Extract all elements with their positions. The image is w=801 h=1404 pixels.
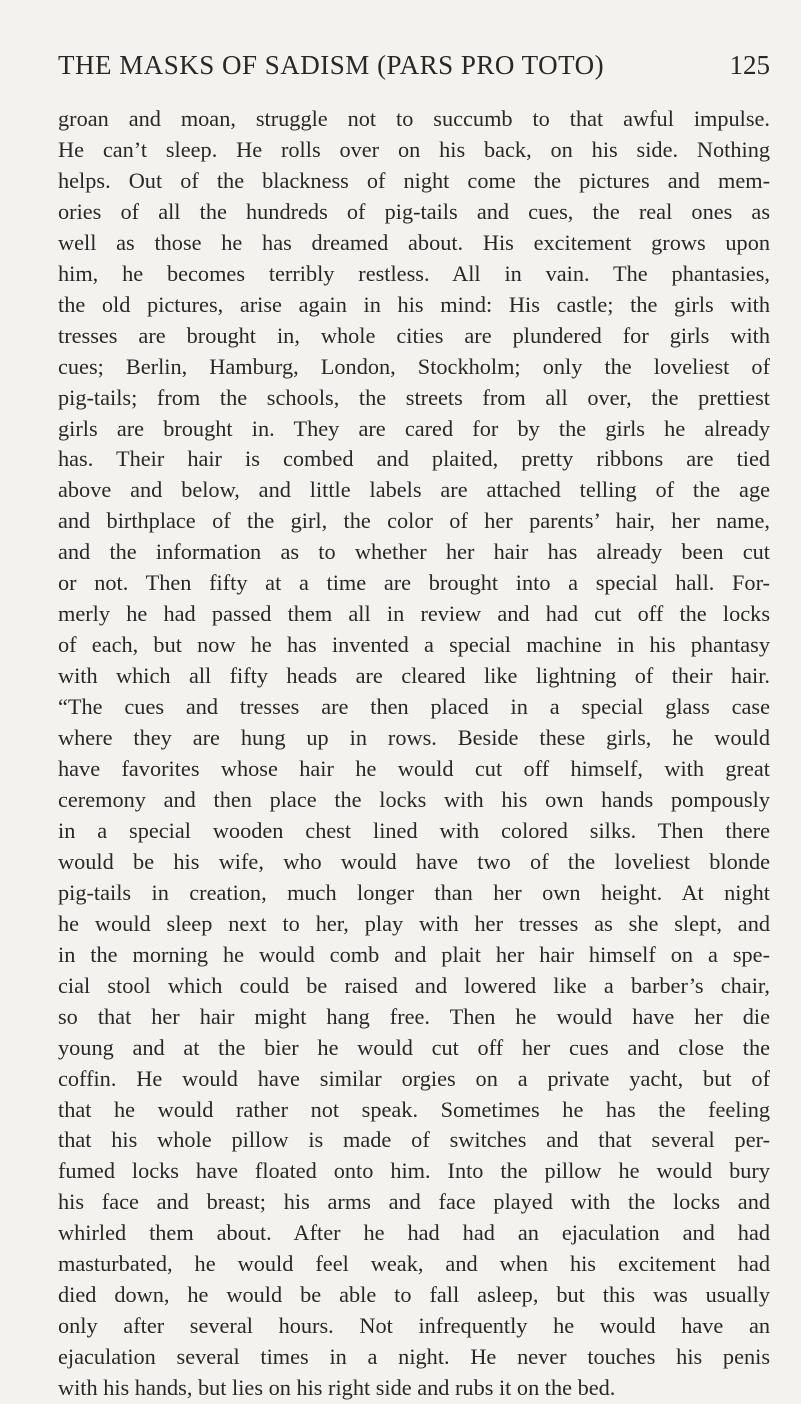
text-line: with his hands, but lies on his right side and rubs it on the bed.	[58, 1375, 616, 1401]
text-line: fumed locks have floated onto him. Into the pillow he would bury	[58, 1158, 770, 1184]
text-line: cial stool which could be raised and lowered like a barber’s chair,	[58, 972, 770, 998]
body-paragraph	[58, 104, 770, 1404]
text-line: so that her hair might hang free. Then he would have her die	[58, 1003, 770, 1029]
text-line: well as those he has dreamed about. His excitement grows upon	[58, 229, 770, 255]
text-line: that he would rather not speak. Sometimes he has the feeling	[58, 1096, 770, 1122]
text-line: ejaculation several times in a night. He never touches his penis	[58, 1344, 770, 1370]
text-line: his face and breast; his arms and face played with the locks and	[58, 1189, 770, 1215]
text-line: tresses are brought in, whole cities are plundered for girls with	[58, 322, 770, 348]
text-line: only after several hours. Not infrequently he would have an	[58, 1313, 770, 1339]
text-line: in a special wooden chest lined with colored silks. Then there	[58, 817, 770, 843]
text-line: of each, but now he has invented a special machine in his phantasy	[58, 632, 770, 658]
text-line: has. Their hair is combed and plaited, pretty ribbons are tied	[58, 446, 770, 472]
text-line: pig-tails; from the schools, the streets from all over, the prettiest	[58, 384, 770, 410]
text-line: and birthplace of the girl, the color of her parents’ hair, her name,	[58, 508, 770, 534]
text-line: ceremony and then place the locks with his own hands pompously	[58, 786, 770, 812]
text-line: girls are brought in. They are cared for by the girls he already	[58, 415, 770, 441]
text-line: helps. Out of the blackness of night come the pictures and mem-	[58, 167, 770, 193]
text-line: coffin. He would have similar orgies on a private yacht, but of	[58, 1065, 770, 1091]
running-title: THE MASKS OF SADISM (PARS PRO TOTO)	[58, 50, 605, 80]
text-line: He can’t sleep. He rolls over on his back, on his side. Nothing	[58, 136, 770, 162]
text-line: ories of all the hundreds of pig-tails and cues, the real ones as	[58, 198, 770, 224]
text-line: and the information as to whether her hair has already been cut	[58, 539, 770, 565]
text-line: where they are hung up in rows. Beside these girls, he would	[58, 725, 770, 751]
text-line: would be his wife, who would have two of the loveliest blonde	[58, 848, 770, 874]
text-line: masturbated, he would feel weak, and when his excitement had	[58, 1251, 770, 1277]
text-line: with which all fifty heads are cleared like lightning of their hair.	[58, 663, 770, 689]
text-line: “The cues and tresses are then placed in a special glass case	[58, 694, 770, 720]
text-line: whirled them about. After he had had an ejaculation and had	[58, 1220, 770, 1246]
text-line: in the morning he would comb and plait her hair himself on a spe-	[58, 941, 770, 967]
text-line: that his whole pillow is made of switches and that several per-	[58, 1127, 770, 1153]
text-line: pig-tails in creation, much longer than her own height. At night	[58, 879, 770, 905]
text-line: groan and moan, struggle not to succumb to that awful impulse.	[58, 106, 770, 131]
running-head	[58, 50, 770, 84]
text-line: or not. Then fifty at a time are brought into a special hall. For-	[58, 570, 770, 596]
text-line: died down, he would be able to fall asleep, but this was usually	[58, 1282, 770, 1308]
page-number: 125	[729, 50, 770, 80]
text-line: cues; Berlin, Hamburg, London, Stockholm; only the loveliest of	[58, 353, 770, 379]
text-line: he would sleep next to her, play with her tresses as she slept, and	[58, 910, 770, 936]
text-line: the old pictures, arise again in his mind: His castle; the girls with	[58, 291, 770, 317]
text-line: above and below, and little labels are attached telling of the age	[58, 477, 770, 503]
text-line: young and at the bier he would cut off her cues and close the	[58, 1034, 770, 1060]
text-line: have favorites whose hair he would cut off himself, with great	[58, 756, 770, 782]
text-line: merly he had passed them all in review and had cut off the locks	[58, 601, 770, 627]
text-line: him, he becomes terribly restless. All in vain. The phantasies,	[58, 260, 770, 286]
